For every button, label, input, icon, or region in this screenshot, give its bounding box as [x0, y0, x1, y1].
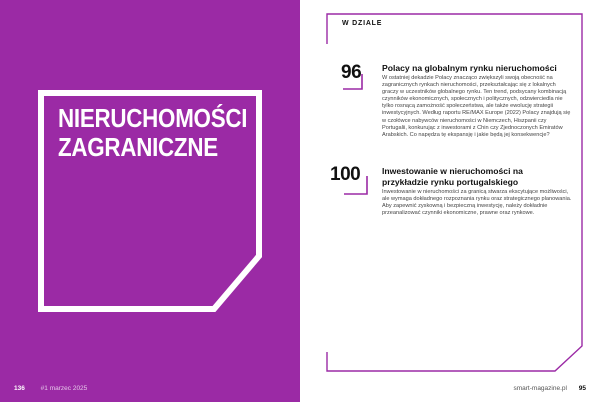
entry-page-number: 96	[341, 62, 362, 83]
entry-description: Inwestowanie w nieruchomości za granicą stwarza ekscytujące możliwości, ale wymaga dokładnego rozpoznania rynku oraz strategicznego planowania. Aby zapewnić zyskowną i bezpieczną inwestycję, należy dokładnie przeanalizować czynniki ekonomiczne, prawne oraz rynkowe.	[382, 189, 572, 217]
title-line-1: NIERUCHOMOŚCI	[58, 103, 248, 133]
left-page-number: 136	[14, 385, 25, 392]
title-line-2: ZAGRANICZNE	[58, 132, 218, 162]
website-link[interactable]: smart-magazine.pl	[513, 385, 567, 392]
contents-entry-96[interactable]	[300, 0, 600, 160]
contents-entry-100[interactable]	[300, 160, 600, 240]
entry-description: W ostatniej dekadzie Polacy znacząco zwiększyli swoją obecność na zagranicznych rynkach nieruchomości, przekształcając się z lokalnych graczy w uczestników globalnego rynku. Ten trend, podsycany kombinacją czynników ekonomicznych, społecznych i politycznych, odzwierciedla nie tylko rosnącą zamożność społeczeństwa, ale także ewolucję strategii inwestycyjnych. Według raportu RE/MAX Europe (2022) Polacy znajdują się w czołówce nabywców nieruchomości w Niemczech, Hiszpanii czy Portugalii, konkurując z inwestorami z Chin czy Zjednoczonych Emiratów Arabskich. Co napędza tę ekspansję i jakie będą jej konsekwencje?	[382, 75, 571, 138]
entry-page-number: 100	[330, 164, 361, 185]
entry-heading: Inwestowanie w nieruchomości na przykładzie rynku portugalskiego	[382, 166, 523, 187]
right-page-number: 95	[578, 385, 586, 392]
right-footer	[513, 385, 586, 392]
issue-label: #1 marzec 2025	[40, 385, 88, 392]
entry-bracket	[340, 66, 364, 92]
section-title	[58, 104, 247, 162]
right-page	[300, 0, 600, 402]
entry-heading: Polacy na globalnym rynku nieruchomości	[382, 63, 557, 73]
left-footer	[14, 385, 87, 392]
section-label: W DZIALE	[342, 20, 383, 27]
entry-bracket	[340, 168, 370, 198]
